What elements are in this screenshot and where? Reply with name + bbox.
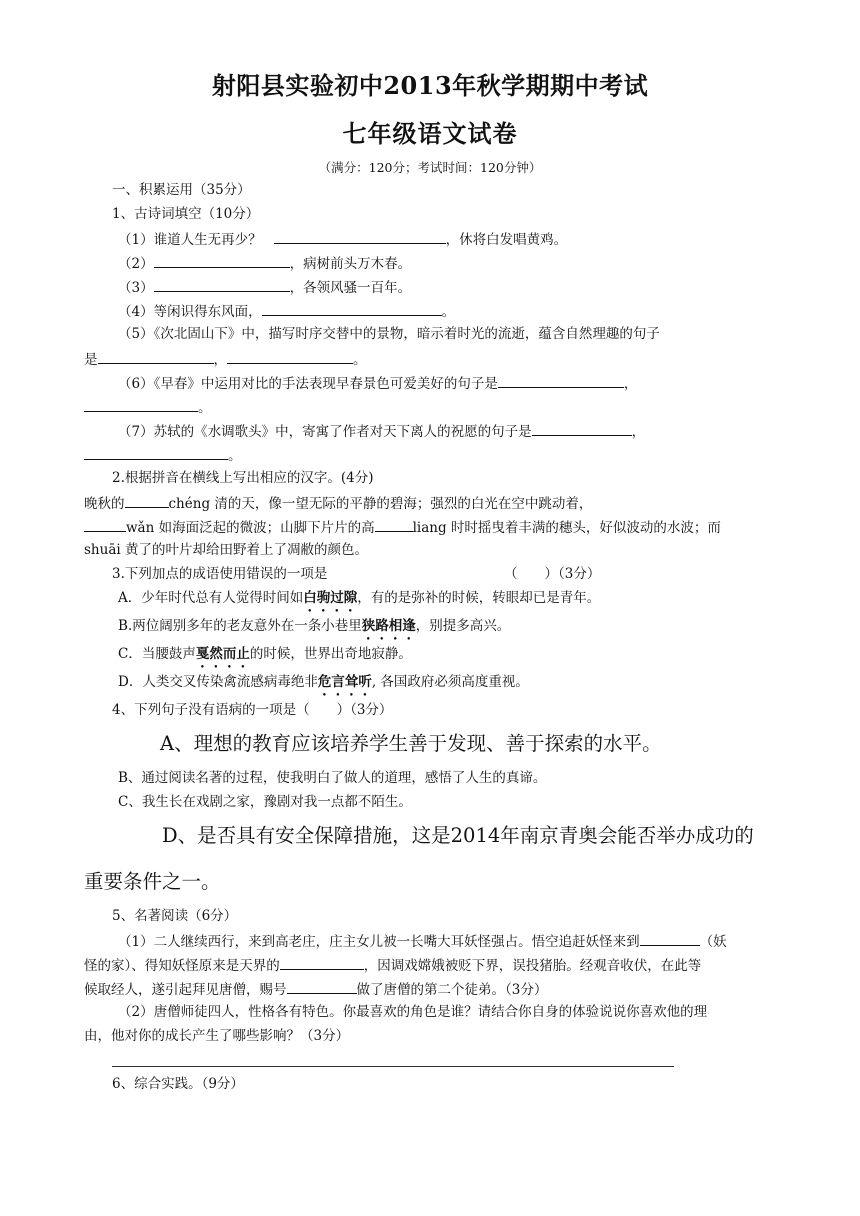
question-5-heading: 5、名著阅读（6分）: [112, 908, 238, 924]
answer-blank[interactable]: [274, 228, 446, 244]
q1-item-4: （4）等闲识得东风面， 。: [118, 300, 818, 322]
dotted-idiom: 危言耸听: [317, 674, 372, 690]
q3-option-c: C．当腰鼓声戛然而止的时候，世界出奇地寂静。: [118, 646, 412, 662]
q4-option-a: A、理想的教育应该培养学生善于发现、善于探索的水平。: [160, 732, 662, 755]
answer-bracket[interactable]: （ ）（3分）: [504, 566, 601, 582]
q2-line-2: wǎn 如海面泛起的微波；山脚下片片的高 liang 时时摇曳着丰满的穗头，好似波动的水波；而: [84, 516, 784, 538]
q4-option-b: B、通过阅读名著的过程，使我明白了做人的道理，感悟了人生的真谛。: [118, 770, 547, 786]
answer-blank[interactable]: [227, 348, 353, 364]
question-4-heading: 4、下列句子没有语病的一项是（ ）（3分）: [112, 702, 393, 718]
answer-blank[interactable]: [280, 954, 364, 970]
q5-part-1-cont: 怪的家）、得知妖怪原来是天界的 ，因调戏嫦娥被贬下界，误投猪胎。经观音收伏，在此等: [84, 954, 784, 976]
answer-blank[interactable]: [640, 930, 700, 946]
q4-option-c: C、我生长在戏剧之家，豫剧对我一点都不陌生。: [118, 794, 412, 810]
q1-item-7-cont: 。: [84, 444, 784, 466]
answer-blank[interactable]: [532, 420, 632, 436]
q2-line-3: shuāi 黄了的叶片却给田野着上了凋敝的颜色。: [84, 542, 368, 558]
q5-part-2: （2）唐僧师徒四人，性格各有特色。你最喜欢的角色是谁？请结合你自身的体验说说你喜欢他的理: [118, 1004, 708, 1020]
section-heading: 一、积累运用（35分）: [112, 182, 251, 198]
q2-line-1: 晚秋的 chéng 清的天，像一望无际的平静的碧海；强烈的白光在空中跳动着，: [84, 492, 784, 514]
q1-item-3: （3） ，各领风骚一百年。: [118, 276, 818, 298]
dotted-idiom: 狭路相逢: [361, 618, 416, 634]
answer-blank[interactable]: [154, 252, 290, 268]
answer-blank[interactable]: [262, 300, 442, 316]
answer-blank[interactable]: [498, 372, 624, 388]
q5-part-1-cont2: 候取经人，遂引起拜见唐僧，赐号 做了唐僧的第二个徒弟。（3分）: [84, 978, 784, 1000]
question-6-heading: 6、综合实践。（9分）: [112, 1076, 244, 1092]
question-3-heading: 3.下列加点的成语使用错误的一项是 （ ）（3分）: [112, 566, 601, 582]
q4-option-d-cont: 重要条件之一。: [84, 870, 221, 893]
q1-item-2: （2） ，病树前头万木春。: [118, 252, 818, 274]
q3-option-b: B.两位阔别多年的老友意外在一条小巷里狭路相逢，别提多高兴。: [118, 618, 511, 634]
q1-item-1: （1）谁道人生无再少？ ，休将白发唱黄鸡。: [118, 228, 818, 250]
answer-line[interactable]: [112, 1066, 674, 1067]
q1-item-6-cont: 。: [84, 396, 784, 418]
answer-blank[interactable]: [154, 276, 290, 292]
q4-option-d: D、是否具有安全保障措施，这是2014年南京青奥会能否举办成功的: [162, 824, 754, 847]
dotted-idiom: 白驹过隙: [303, 590, 358, 606]
q3-option-a: A．少年时代总有人觉得时间如白驹过隙，有的是弥补的时候，转眼却已是青年。: [118, 590, 601, 606]
answer-blank[interactable]: [375, 516, 413, 532]
q5-part-1: （1）二人继续西行，来到高老庄，庄主女儿被一长嘴大耳妖怪强占。悟空追赶妖怪来到 （妖: [118, 930, 818, 952]
answer-blank[interactable]: [84, 396, 198, 412]
q5-part-2-cont: 由，他对你的成长产生了哪些影响？（3分）: [84, 1028, 350, 1044]
q3-option-d: D．人类交叉传染禽流感病毒绝非危言耸听, 各国政府必须高度重视。: [118, 674, 529, 690]
exam-subject-title: 七年级语文试卷: [342, 119, 518, 148]
answer-blank[interactable]: [98, 348, 214, 364]
question-2-heading: 2.根据拼音在横线上写出相应的汉字。(4分): [112, 470, 374, 486]
q1-item-5: （5）《次北固山下》中，描写时序交替中的景物，暗示着时光的流逝，蕴含自然理趣的句子: [118, 326, 660, 342]
dotted-idiom: 戛然而止: [195, 646, 250, 662]
answer-blank[interactable]: [125, 492, 169, 508]
answer-blank[interactable]: [287, 978, 357, 994]
exam-title: 射阳县实验初中2013年秋学期期中考试: [211, 71, 649, 100]
q1-item-7: （7）苏轼的《水调歌头》中，寄寓了作者对天下离人的祝愿的句子是 ，: [118, 420, 818, 442]
q1-item-5-cont: 是 ， 。: [84, 348, 784, 370]
answer-blank[interactable]: [84, 444, 228, 460]
exam-info: （满分：120分；考试时间：120分钟）: [318, 160, 542, 175]
question-1-heading: 1、古诗词填空（10分）: [112, 206, 260, 222]
q1-item-6: （6）《早春》中运用对比的手法表现早春景色可爱美好的句子是 ，: [118, 372, 818, 394]
answer-blank[interactable]: [84, 516, 126, 532]
